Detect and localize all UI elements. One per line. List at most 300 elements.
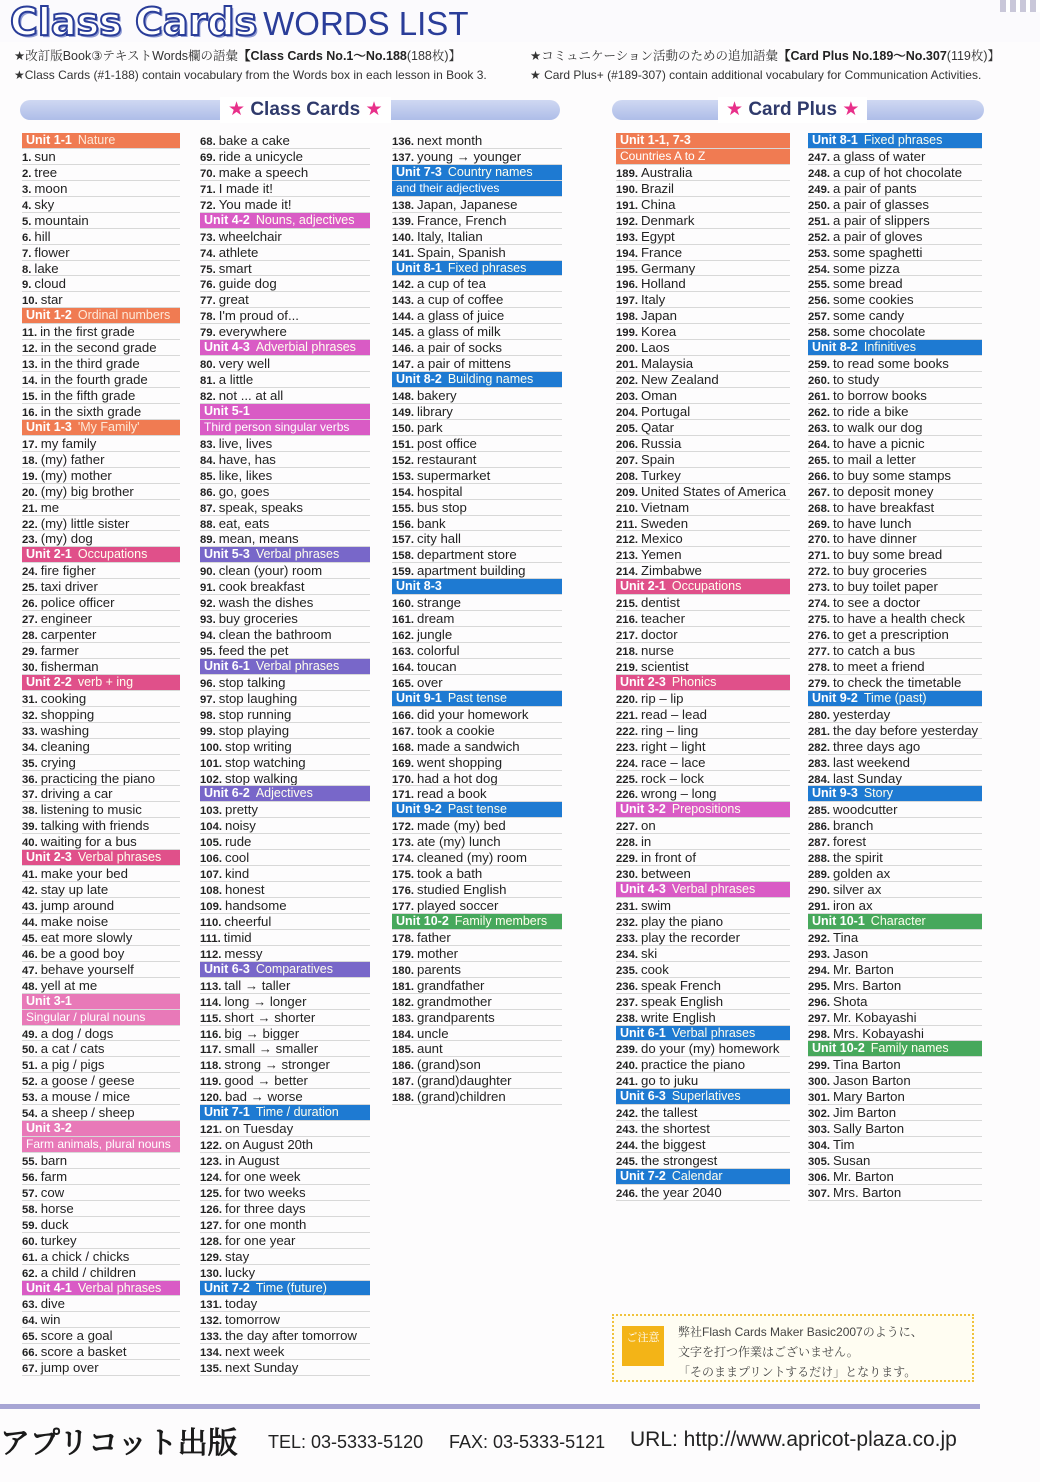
unit-number: Unit 9-2 — [812, 690, 858, 705]
unit-header — [392, 372, 562, 388]
card-number: 221. — [616, 709, 638, 722]
word-text: park — [417, 419, 443, 435]
word-text: over — [417, 674, 443, 690]
card-number: 107. — [200, 869, 222, 882]
unit-header — [200, 786, 370, 802]
card-number: 159. — [392, 566, 414, 579]
word-row — [392, 755, 562, 771]
word-text: hill — [34, 228, 51, 244]
card-number: 7. — [22, 247, 32, 260]
word-text: bake a cake — [218, 133, 290, 148]
word-row — [22, 324, 180, 340]
word-row — [200, 866, 370, 882]
title-words-list: WORDS LIST — [263, 5, 469, 42]
card-number: 295. — [808, 980, 830, 993]
word-text: Zimbabwe — [641, 563, 702, 579]
card-number: 127. — [200, 1219, 222, 1232]
footer-fax: FAX: 03-5333-5121 — [449, 1432, 606, 1452]
word-text: clean (your) room — [218, 563, 323, 579]
word-text: (grand)daughter — [417, 1073, 512, 1089]
word-text: to read some books — [833, 356, 949, 372]
word-row — [808, 755, 982, 771]
unit-topic: Story — [863, 786, 894, 801]
card-number: 67. — [22, 1363, 38, 1376]
card-number: 19. — [22, 470, 38, 483]
unit-topic: Verbal phrases — [671, 1025, 756, 1040]
card-number: 9. — [22, 279, 32, 292]
card-number: 21. — [22, 502, 38, 515]
unit-number: Unit 2-1 — [620, 579, 666, 594]
word-text: police officer — [40, 595, 115, 611]
word-row — [808, 308, 982, 324]
word-text: to check the timetable — [833, 674, 962, 690]
card-number: 301. — [808, 1092, 830, 1105]
card-number: 253. — [808, 247, 830, 260]
word-row — [392, 611, 562, 627]
word-text: to get a prescription — [833, 627, 949, 643]
word-row — [616, 978, 790, 994]
word-row — [200, 739, 370, 755]
word-text: Malaysia — [641, 356, 694, 372]
card-number: 98. — [200, 709, 216, 722]
word-row — [808, 356, 982, 372]
word-text: stay — [225, 1248, 250, 1264]
unit-header — [22, 1281, 180, 1297]
card-number: 271. — [808, 550, 830, 563]
word-text: made a sandwich — [417, 738, 520, 754]
card-number: 211. — [616, 518, 638, 531]
word-text: Vietnam — [641, 499, 690, 515]
word-text: made (my) bed — [417, 818, 506, 834]
card-number: 74. — [200, 247, 216, 260]
word-row — [22, 930, 180, 946]
word-row — [808, 834, 982, 850]
word-text: mother — [417, 945, 459, 961]
unit-number: Unit 6-3 — [204, 961, 250, 976]
unit-number: Unit 2-1 — [26, 547, 72, 562]
unit-topic: and their adjectives — [392, 181, 562, 197]
word-text: branch — [833, 818, 874, 834]
word-row — [616, 786, 790, 802]
word-row — [200, 1360, 370, 1376]
word-text: very well — [218, 356, 271, 372]
word-text: mountain — [34, 212, 89, 228]
word-row — [808, 276, 982, 292]
word-row — [200, 946, 370, 962]
card-number: 43. — [22, 901, 38, 913]
word-text: China — [641, 196, 676, 212]
word-row — [200, 627, 370, 643]
word-row — [616, 1185, 790, 1201]
word-text: Mary Barton — [833, 1089, 905, 1105]
word-row — [392, 595, 562, 611]
word-text: ski — [641, 945, 658, 961]
word-text: New Zealand — [641, 372, 719, 388]
word-text: Mrs. Kobayashi — [833, 1025, 924, 1041]
word-text: stop laughing — [218, 690, 298, 706]
word-text: in front of — [641, 850, 696, 866]
word-row — [808, 627, 982, 643]
word-row — [392, 723, 562, 739]
card-number: 230. — [616, 869, 638, 882]
word-text: a pair of slippers — [833, 212, 930, 228]
card-number: 189. — [616, 167, 638, 180]
card-number: 299. — [808, 1060, 830, 1073]
word-text: to borrow books — [833, 388, 927, 403]
card-plus-section-title — [718, 97, 867, 123]
card-number: 132. — [200, 1315, 222, 1328]
word-row — [200, 1217, 370, 1233]
word-row — [392, 404, 562, 420]
unit-topic: Calendar — [671, 1168, 723, 1183]
card-number: 53. — [22, 1092, 38, 1105]
word-column-5 — [808, 133, 982, 1201]
unit-header — [200, 1105, 370, 1121]
word-row — [392, 149, 562, 165]
intro-left-jp-c: (188枚)】 — [406, 49, 462, 63]
card-number: 246. — [616, 1187, 638, 1200]
word-text: Korea — [641, 324, 677, 340]
word-row — [616, 946, 790, 962]
word-text: (grand)children — [417, 1089, 506, 1105]
word-row — [616, 404, 790, 420]
word-text: in August — [225, 1153, 280, 1168]
card-number: 108. — [200, 885, 222, 898]
card-number: 15. — [22, 391, 38, 403]
word-text: a glass of milk — [417, 324, 501, 340]
unit-number: Unit 2-3 — [26, 850, 72, 865]
card-number: 141. — [392, 247, 414, 260]
word-text: have, has — [218, 451, 276, 467]
word-text: wheelchair — [218, 228, 282, 244]
word-text: Mr. Barton — [833, 961, 894, 977]
card-number: 119. — [200, 1076, 222, 1089]
word-row — [22, 802, 180, 818]
word-text: to buy some bread — [833, 547, 943, 563]
card-number: 235. — [616, 964, 638, 977]
unit-header — [22, 1121, 180, 1137]
card-number: 102. — [200, 773, 222, 786]
word-row — [22, 436, 180, 452]
word-text: for one month — [225, 1216, 307, 1232]
word-text: rude — [225, 834, 252, 850]
word-row — [392, 324, 562, 340]
card-number: 70. — [200, 167, 216, 180]
card-number: 120. — [200, 1092, 222, 1105]
word-row — [392, 850, 562, 866]
card-number: 262. — [808, 406, 830, 419]
card-number: 86. — [200, 486, 216, 499]
word-row — [616, 340, 790, 356]
word-row — [392, 994, 562, 1010]
word-row — [200, 898, 370, 914]
card-number: 187. — [392, 1076, 414, 1089]
card-number: 111. — [200, 932, 221, 945]
word-row — [808, 181, 982, 197]
card-number: 105. — [200, 837, 222, 850]
word-text: three days ago — [833, 738, 921, 754]
card-number: 256. — [808, 295, 830, 308]
unit-number: Unit 3-2 — [26, 1121, 72, 1136]
unit-number: Unit 7-2 — [204, 1280, 250, 1295]
word-row — [392, 786, 562, 802]
card-number: 114. — [200, 996, 222, 1009]
card-number: 178. — [392, 932, 414, 945]
word-row — [808, 1073, 982, 1089]
card-number: 89. — [200, 534, 216, 547]
unit-number: Unit 6-2 — [204, 786, 250, 801]
word-row — [22, 1169, 180, 1185]
word-row — [616, 707, 790, 723]
word-text: some chocolate — [833, 324, 926, 340]
card-number: 58. — [22, 1203, 38, 1216]
word-text: last weekend — [833, 754, 910, 770]
card-number: 210. — [616, 502, 638, 515]
card-number: 154. — [392, 486, 414, 499]
card-number: 146. — [392, 343, 414, 356]
word-row — [616, 165, 790, 181]
card-number: 133. — [200, 1331, 222, 1344]
word-text: toucan — [417, 658, 457, 674]
word-text: Italy — [641, 292, 666, 308]
card-number: 136. — [392, 136, 414, 148]
word-row — [22, 1344, 180, 1360]
word-row — [392, 818, 562, 834]
card-number: 8. — [22, 263, 32, 276]
word-text: go, goes — [218, 483, 270, 499]
title-class-cards: Class Cards — [10, 0, 258, 44]
word-text: between — [641, 866, 691, 882]
word-text: Mr. Barton — [833, 1168, 894, 1184]
card-number: 258. — [808, 327, 830, 340]
card-number: 163. — [392, 646, 414, 658]
card-number: 137. — [392, 151, 414, 164]
unit-number: Unit 7-2 — [620, 1168, 666, 1183]
word-text: lake — [34, 260, 59, 276]
card-number: 305. — [808, 1156, 830, 1168]
word-text: jump around — [40, 898, 115, 913]
word-text: score a basket — [40, 1344, 127, 1360]
card-number: 14. — [22, 375, 38, 388]
unit-number: Unit 4-2 — [204, 212, 250, 227]
word-text: a cat / cats — [40, 1041, 105, 1057]
word-row — [808, 850, 982, 866]
word-row — [22, 1041, 180, 1057]
word-text: go to juku — [641, 1073, 699, 1089]
word-text: ride a unicycle — [218, 148, 304, 164]
word-row — [200, 755, 370, 771]
word-row — [200, 1026, 370, 1042]
card-number: 200. — [616, 343, 638, 356]
word-row — [616, 356, 790, 372]
card-number: 183. — [392, 1012, 414, 1025]
word-text: a pair of glasses — [833, 196, 930, 212]
unit-topic: Superlatives — [671, 1089, 741, 1104]
word-row — [392, 356, 562, 372]
intro-left-en: ★Class Cards (#1-188) contain vocabulary from the Words box in each lesson in Book 3. — [14, 68, 487, 82]
page-title — [10, 0, 468, 44]
unit-topic: Comparatives — [255, 961, 333, 976]
card-number: 28. — [22, 630, 38, 643]
word-text: read a book — [417, 786, 487, 802]
word-text: yell at me — [40, 977, 98, 993]
word-row — [22, 213, 180, 229]
word-row — [616, 930, 790, 946]
card-number: 194. — [616, 247, 638, 260]
word-text: play the recorder — [641, 929, 740, 945]
word-text: to have breakfast — [833, 499, 935, 515]
card-number: 143. — [392, 295, 414, 308]
card-number: 176. — [392, 885, 414, 898]
word-row — [616, 197, 790, 213]
card-number: 164. — [392, 661, 414, 674]
word-row — [22, 1249, 180, 1265]
unit-header — [392, 579, 562, 595]
card-number: 302. — [808, 1108, 830, 1121]
card-number: 32. — [22, 709, 38, 722]
card-number: 54. — [22, 1108, 38, 1121]
word-row — [22, 292, 180, 308]
notice-box — [612, 1314, 974, 1382]
unit-header — [200, 404, 370, 420]
word-text: right – light — [641, 738, 706, 754]
card-number: 244. — [616, 1140, 638, 1153]
word-text: to see a doctor — [833, 595, 921, 611]
word-row — [200, 563, 370, 579]
card-number: 214. — [616, 566, 638, 579]
card-number: 91. — [200, 582, 216, 595]
word-text: wrong – long — [641, 786, 717, 802]
word-text: cook breakfast — [218, 579, 305, 595]
unit-topic: Nature — [77, 133, 116, 147]
card-number: 304. — [808, 1140, 830, 1153]
word-text: race – lace — [641, 754, 706, 770]
footer-url[interactable]: URL: http://www.apricot-plaza.co.jp — [630, 1428, 957, 1451]
unit-number: Unit 4-3 — [204, 340, 250, 355]
word-row — [200, 1185, 370, 1201]
word-text: handsome — [225, 898, 287, 913]
word-text: pretty — [225, 802, 258, 818]
unit-number: Unit 10-1 — [812, 913, 865, 928]
card-number: 124. — [200, 1171, 222, 1184]
card-number: 306. — [808, 1171, 830, 1184]
card-number: 131. — [200, 1299, 222, 1312]
word-text: a chick / chicks — [40, 1248, 130, 1264]
word-row — [616, 420, 790, 436]
word-row — [200, 468, 370, 484]
word-text: in the sixth grade — [40, 403, 142, 419]
card-number: 205. — [616, 422, 638, 435]
word-row — [392, 978, 562, 994]
word-text: had a hot dog — [417, 770, 498, 786]
word-text: library — [417, 403, 453, 419]
intro-left-jp-b: 【Class Cards No.1〜No.188 — [238, 49, 407, 63]
word-row — [200, 994, 370, 1010]
word-text: like, likes — [218, 467, 273, 483]
word-text: You made it! — [218, 196, 292, 212]
word-text: on — [641, 818, 656, 834]
unit-topic: Time (past) — [863, 690, 927, 705]
word-row — [808, 1010, 982, 1026]
card-number: 61. — [22, 1251, 38, 1264]
word-row — [616, 691, 790, 707]
word-row — [200, 1312, 370, 1328]
word-text: Australia — [641, 164, 693, 180]
unit-header — [22, 547, 180, 563]
word-row — [616, 994, 790, 1010]
word-row — [392, 340, 562, 356]
star-icon: ★ — [365, 99, 383, 120]
card-number: 97. — [200, 693, 216, 706]
card-number: 145. — [392, 327, 414, 340]
word-row — [22, 818, 180, 834]
word-text: uncle — [417, 1025, 449, 1041]
unit-topic: Verbal phrases — [77, 850, 162, 865]
card-number: 237. — [616, 996, 638, 1009]
unit-number: Unit 10-2 — [812, 1041, 865, 1056]
word-row — [808, 1185, 982, 1201]
card-number: 233. — [616, 932, 638, 945]
word-text: Jason — [833, 945, 869, 961]
unit-topic: Time (future) — [255, 1280, 327, 1295]
card-number: 47. — [22, 964, 38, 977]
card-number: 173. — [392, 837, 414, 850]
star-icon: ★ — [228, 99, 246, 120]
card-number: 254. — [808, 263, 830, 276]
card-number: 90. — [200, 566, 216, 579]
word-text: yesterday — [833, 706, 891, 722]
word-text: took a bath — [417, 866, 483, 882]
card-number: 170. — [392, 773, 414, 786]
unit-topic: Past tense — [447, 690, 507, 705]
word-text: practice the piano — [641, 1057, 746, 1073]
card-number: 56. — [22, 1171, 38, 1184]
word-row — [808, 516, 982, 532]
unit-header — [616, 1026, 790, 1042]
word-row — [808, 388, 982, 404]
word-text: to have a health check — [833, 611, 965, 627]
word-text: a pair of socks — [417, 340, 503, 356]
word-text: Spain, Spanish — [417, 244, 506, 260]
word-row — [616, 436, 790, 452]
word-text: in the second grade — [40, 340, 157, 356]
notice-line: 「そのままプリントするだけ」となります。 — [678, 1365, 917, 1379]
word-text: department store — [417, 547, 517, 563]
word-text: score a goal — [40, 1328, 113, 1344]
word-row — [616, 388, 790, 404]
unit-header — [616, 802, 790, 818]
notice-line: 文字を打つ作業はございません。 — [678, 1345, 859, 1359]
card-number: 158. — [392, 550, 414, 563]
word-text: waiting for a bus — [40, 834, 137, 850]
word-text: Tina Barton — [833, 1057, 901, 1073]
word-row — [22, 388, 180, 404]
word-text: Jim Barton — [833, 1105, 897, 1121]
word-text: a mouse / mice — [40, 1089, 131, 1105]
word-row — [22, 611, 180, 627]
word-text: strange — [417, 595, 461, 611]
word-row — [392, 834, 562, 850]
word-row — [808, 563, 982, 579]
word-row — [808, 420, 982, 436]
word-text: stop talking — [218, 674, 286, 690]
card-number: 93. — [200, 614, 216, 627]
word-text: in the fifth grade — [40, 388, 136, 403]
word-row — [392, 308, 562, 324]
word-text: carpenter — [40, 627, 97, 643]
word-text: studied English — [417, 882, 507, 898]
card-number: 64. — [22, 1315, 38, 1328]
